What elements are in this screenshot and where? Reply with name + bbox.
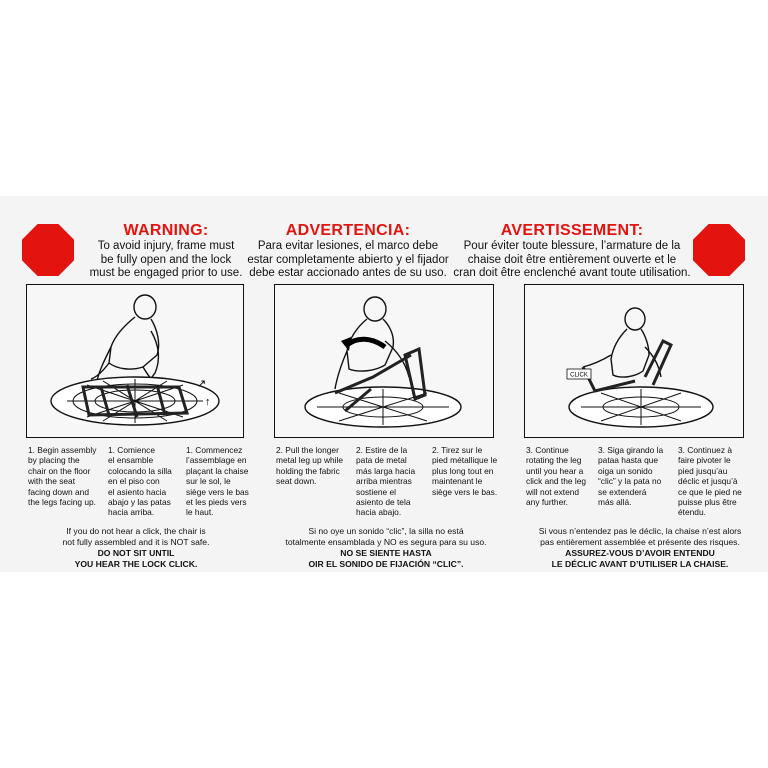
text-line: click and the leg <box>526 476 587 487</box>
text-line: pied jusqu’au <box>678 465 728 476</box>
warning-line: Para evitar lesiones, el marco debe <box>257 240 439 252</box>
note-line: If you do not hear a click, the chair is <box>66 526 206 536</box>
text-line: chair on the floor <box>28 465 91 476</box>
text-line: any further. <box>526 497 568 508</box>
text-line: 1. Commencez <box>186 445 243 455</box>
left-stop-sign-icon <box>22 224 74 276</box>
text-line: by placing the <box>28 455 80 466</box>
text-line: más larga hacia <box>356 465 416 476</box>
note-line: not fully assembled and it is NOT safe. <box>62 537 210 547</box>
text-line: en el piso con <box>108 476 160 487</box>
note-line: Si vous n’entendez pas le déclic, la chaise n’est alors <box>538 526 742 536</box>
text-line: asiento de tela <box>356 497 411 508</box>
text-line: 3. Siga girando la <box>598 445 664 455</box>
text-line: faire pivoter le <box>678 455 731 466</box>
warning-title: ADVERTENCIA: <box>285 222 411 239</box>
text-line: hacia abajo. <box>356 507 402 518</box>
text-line: le haut. <box>186 507 214 518</box>
text-line: will not extend <box>526 486 580 497</box>
note-line: Si no oye un sonido “clic”, la silla no está <box>308 526 464 536</box>
text-line: se extenderá <box>598 486 647 497</box>
text-line: pataa hasta que <box>598 455 659 466</box>
text-line: oiga un sonido <box>598 465 653 476</box>
text-line: sur le sol, le <box>186 476 231 487</box>
note-emphasis: YOU HEAR THE LOCK CLICK. <box>74 559 198 569</box>
step3-french <box>678 445 750 518</box>
warning-line: cran doit être enclenché avant toute utilisation. <box>453 267 691 279</box>
warning-title: AVERTISSEMENT: <box>500 222 644 239</box>
person-assembling-chair-icon <box>27 285 243 437</box>
text-line: maintenant le <box>432 476 483 487</box>
text-line: rotating the leg <box>526 455 582 466</box>
note-english <box>18 526 254 570</box>
person-locking-leg-icon <box>525 285 743 437</box>
text-line: el ensamble <box>108 455 154 466</box>
warning-line: Pour éviter toute blessure, l’armature de la <box>463 240 681 252</box>
step2-spanish <box>356 445 428 518</box>
text-line: until you hear a <box>526 465 584 476</box>
text-line: pata de metal <box>356 455 407 466</box>
warning-line: estar completamente abierto y el fijador <box>247 253 449 266</box>
text-line: holding the fabric <box>276 465 340 476</box>
note-emphasis: OIR EL SONIDO DE FIJACIÓN “CLIC”. <box>308 559 464 569</box>
text-line: ce que le pied ne <box>678 486 742 497</box>
text-line: with the seat <box>28 476 76 487</box>
warning-english <box>78 222 254 281</box>
text-line: arriba mientras <box>356 476 412 487</box>
step3-illustration <box>524 284 744 438</box>
text-line: “clic” y la pata no <box>598 476 662 487</box>
text-line: más allá. <box>598 497 632 508</box>
text-line: l’assemblage en <box>186 455 247 466</box>
text-line: abajo y las patas <box>108 497 171 508</box>
text-line: plaçant la chaise <box>186 465 249 476</box>
text-line: colocando la silla <box>108 465 172 476</box>
warning-spanish <box>238 222 458 281</box>
svg-text:↑: ↑ <box>205 396 211 408</box>
text-line: 1. Begin assembly <box>28 445 97 455</box>
text-line: metal leg up while <box>276 455 344 466</box>
note-emphasis: ASSUREZ-VOUS D’AVOIR ENTENDU <box>565 548 715 558</box>
text-line: puisse plus être <box>678 497 737 508</box>
text-line: pied métallique le <box>432 455 498 466</box>
step2-illustration <box>274 284 494 438</box>
warning-line: must be engaged prior to use. <box>89 267 243 279</box>
text-line: siège vers le bas. <box>432 486 498 497</box>
text-line: siège vers le bas <box>186 486 249 497</box>
note-emphasis: LE DÉCLIC AVANT D’UTILISER LA CHAISE. <box>551 559 729 569</box>
text-line: 2. Estire de la <box>356 445 408 455</box>
note-line: totalmente ensamblada y NO es segura para su uso. <box>285 537 487 547</box>
warning-line: To avoid injury, frame must <box>97 240 235 252</box>
text-line: seat down. <box>276 476 317 487</box>
text-line: 2. Pull the longer <box>276 445 339 455</box>
text-line: facing down and <box>28 486 89 497</box>
text-line: hacia arriba. <box>108 507 155 518</box>
text-line: 2. Tirez sur le <box>432 445 483 455</box>
text-line: étendu. <box>678 507 706 518</box>
text-line: et les pieds vers <box>186 497 247 508</box>
text-line: déclic et jusqu’à <box>678 476 738 487</box>
text-line: 3. Continuez à <box>678 445 733 455</box>
text-line: el asiento hacia <box>108 486 167 497</box>
warning-title: WARNING: <box>123 222 209 239</box>
warning-line: debe estar accionado antes de su uso. <box>249 267 447 279</box>
step2-french <box>432 445 508 497</box>
step2-english <box>276 445 352 487</box>
text-line: sostiene el <box>356 486 397 497</box>
text-line: the legs facing up. <box>28 497 96 508</box>
step3-spanish <box>598 445 676 507</box>
person-pulling-leg-icon <box>275 285 493 437</box>
step1-illustration <box>26 284 244 438</box>
svg-text:↗: ↗ <box>197 378 207 390</box>
warning-french <box>452 222 692 281</box>
step1-spanish <box>108 445 186 518</box>
step1-english <box>28 445 106 507</box>
text-line: 3. Continue <box>526 445 569 455</box>
step3-english <box>526 445 598 507</box>
instruction-sheet <box>0 196 768 572</box>
note-emphasis: DO NOT SIT UNTIL <box>97 548 175 558</box>
click-label: CLICK <box>570 372 588 379</box>
note-emphasis: NO SE SIENTE HASTA <box>340 548 432 558</box>
text-line: 1. Comience <box>108 445 156 455</box>
right-stop-sign-icon <box>693 224 745 276</box>
note-line: pas entièrement assemblée et présente des risques. <box>540 537 740 547</box>
step1-french <box>186 445 266 518</box>
note-french <box>516 526 764 570</box>
warning-line: chaise doit être entièrement ouverte et le <box>467 253 677 266</box>
note-spanish <box>258 526 514 570</box>
text-line: plus long tout en <box>432 465 494 476</box>
warning-line: be fully open and the lock <box>100 253 232 266</box>
